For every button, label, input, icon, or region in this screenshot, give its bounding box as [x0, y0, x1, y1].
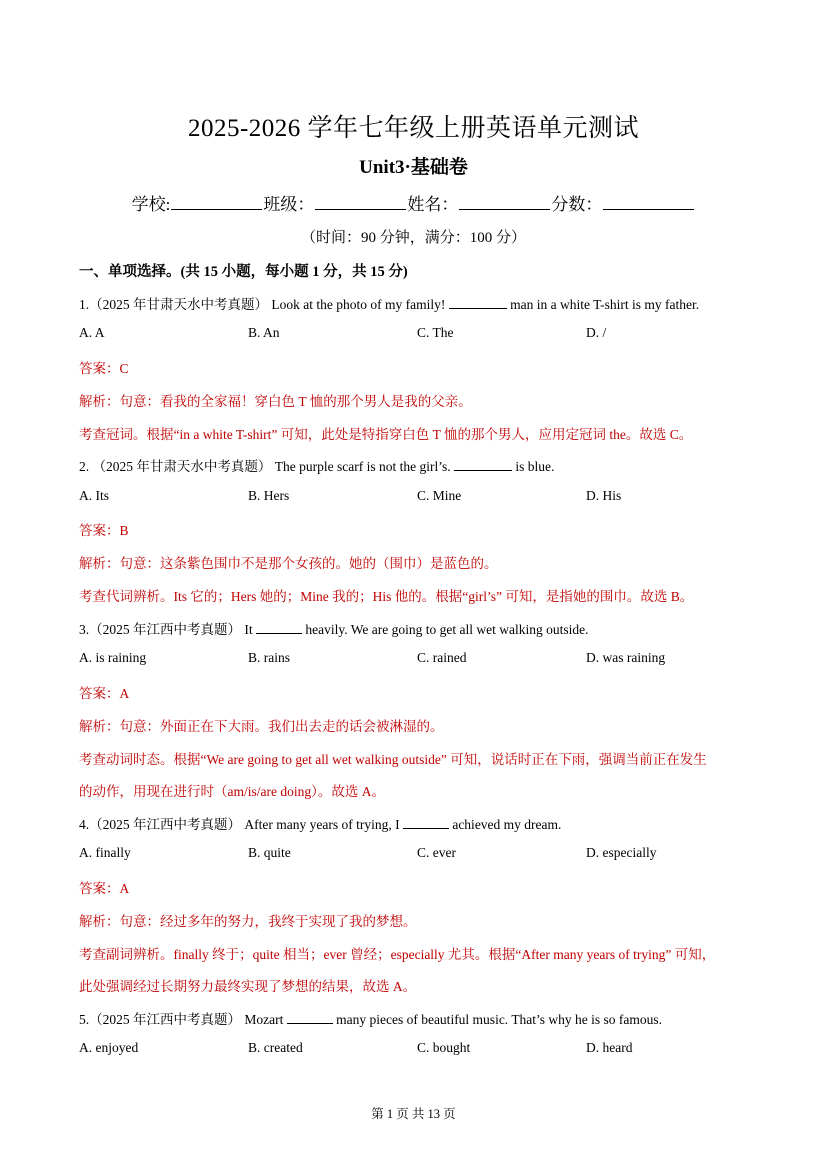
analysis-line: 解析：句意：看我的全家福！穿白色 T 恤的那个男人是我的父亲。 [79, 394, 472, 409]
question-stem: 2. （2025 年甘肃天水中考真题） The purple scarf is not the girl’s. is blue. [79, 459, 555, 474]
option-a: A. Its [79, 488, 109, 503]
answer-blank [403, 816, 449, 829]
analysis-line: 解析：句意：外面正在下大雨。我们出去走的话会被淋湿的。 [79, 719, 444, 734]
analysis-line: 此处强调经过长期努力最终实现了梦想的结果，故选 A。 [79, 979, 417, 994]
option-d: D. heard [586, 1040, 633, 1055]
answer-line: 答案：C [79, 361, 129, 376]
option-d: D. His [586, 488, 622, 503]
school-label: 学校: [131, 195, 171, 214]
analysis-line: 解析：句意：经过多年的努力，我终于实现了我的梦想。 [79, 914, 417, 929]
option-c: C. bought [417, 1040, 471, 1055]
option-c: C. rained [417, 650, 467, 665]
analysis-line: 考查动词时态。根据“We are going to get all wet walking outside” 可知，说话时正在下雨，强调当前正在发生 [79, 752, 707, 767]
question-stem: 5.（2025 年江西中考真题） Mozart many pieces of beautiful music. That’s why he is so famous. [79, 1012, 663, 1027]
page-title: 2025-2026 学年七年级上册英语单元测试 [187, 115, 640, 142]
option-c: C. ever [417, 845, 456, 860]
name-blank [459, 195, 550, 210]
option-d: D. especially [586, 845, 657, 860]
option-b: B. An [248, 325, 280, 340]
analysis-line: 考查副词辨析。finally 终于；quite 相当；ever 曾经；especially 尤其。根据“After many years of trying” 可知， [79, 947, 716, 962]
option-a: A. A [79, 325, 105, 340]
option-b: B. rains [248, 650, 290, 665]
option-d: D. / [586, 325, 607, 340]
option-b: B. quite [248, 845, 291, 860]
section-title: 一、单项选择。(共 15 小题，每小题 1 分，共 15 分) [79, 264, 408, 280]
answer-blank [454, 458, 512, 471]
question-stem: 3.（2025 年江西中考真题） It heavily. We are going to get all wet walking outside. [79, 622, 589, 637]
score-blank [603, 195, 694, 210]
analysis-line: 考查代词辨析。Its 它的；Hers 她的；Mine 我的；His 他的。根据“girl’s” 可知，是指她的围巾。故选 B。 [79, 589, 694, 604]
option-a: A. finally [79, 845, 131, 860]
analysis-line: 的动作，用现在进行时（am/is/are doing）。故选 A。 [79, 784, 385, 799]
question-stem: 1.（2025 年甘肃天水中考真题） Look at the photo of my family! man in a white T-shirt is my father. [79, 297, 700, 312]
answer-line: 答案：B [79, 523, 129, 538]
option-c: C. Mine [417, 488, 462, 503]
answer-blank [287, 1011, 333, 1024]
school-blank [171, 195, 262, 210]
score-label: 分数： [551, 195, 603, 214]
answer-line: 答案：A [79, 881, 130, 896]
name-label: 姓名： [407, 195, 459, 214]
class-blank [315, 195, 406, 210]
option-b: B. created [248, 1040, 303, 1055]
option-c: C. The [417, 325, 454, 340]
option-d: D. was raining [586, 650, 666, 665]
time-info: （时间：90 分钟，满分：100 分） [300, 230, 526, 246]
answer-blank [256, 621, 302, 634]
analysis-line: 考查冠词。根据“in a white T-shirt” 可知，此处是特指穿白色 T 恤的那个男人，应用定冠词 the。故选 C。 [79, 427, 693, 442]
question-stem: 4.（2025 年江西中考真题） After many years of trying, I achieved my dream. [79, 817, 562, 832]
class-label: 班级： [263, 195, 315, 214]
analysis-line: 解析：句意：这条紫色围巾不是那个女孩的。她的（围巾）是蓝色的。 [79, 556, 498, 571]
option-a: A. is raining [79, 650, 147, 665]
student-info-line [0, 190, 827, 215]
option-a: A. enjoyed [79, 1040, 139, 1055]
option-b: B. Hers [248, 488, 290, 503]
page-footer: 第 1 页 共 13 页 [371, 1107, 456, 1121]
answer-line: 答案：A [79, 686, 130, 701]
answer-blank [449, 296, 507, 309]
page-subtitle: Unit3·基础卷 [359, 157, 468, 178]
